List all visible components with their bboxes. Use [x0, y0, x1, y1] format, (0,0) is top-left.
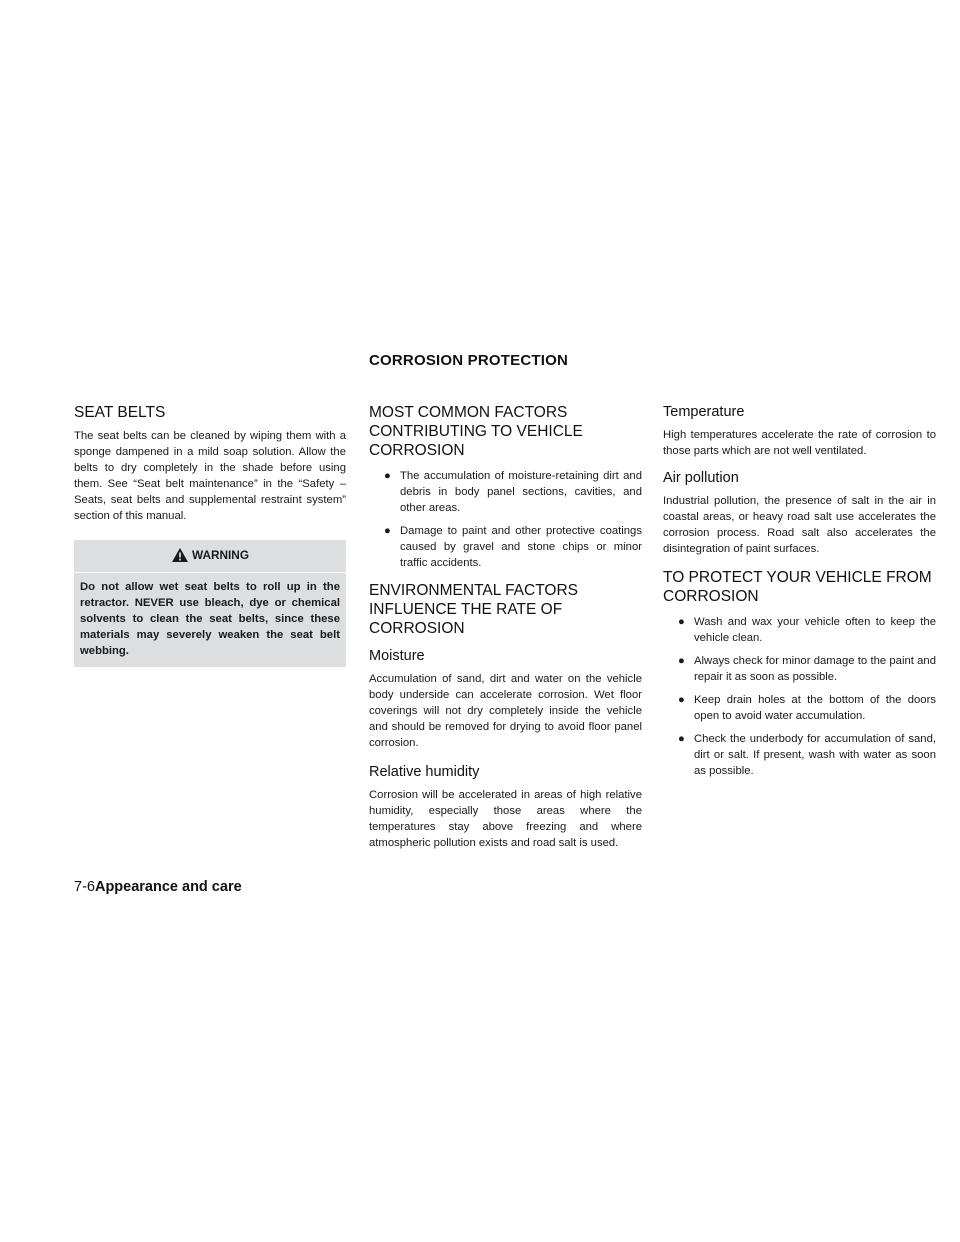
bullet-icon: ● [678, 616, 685, 628]
common-factors-heading: MOST COMMON FACTORS CONTRIBUTING TO VEHICLE CORROSION [369, 404, 583, 459]
temperature-heading: Temperature [663, 404, 745, 420]
footer-section-title: Appearance and care [94, 879, 242, 895]
warning-header [74, 545, 346, 573]
seat-belts-heading: SEAT BELTS [74, 404, 166, 421]
warning-box [74, 540, 346, 667]
column-seat-belts [74, 403, 346, 667]
list-item [369, 468, 642, 516]
common-factors-list [369, 468, 642, 571]
page-footer [74, 879, 242, 895]
list-item-text: The accumulation of moisture-retaining dirt and debris in body panel sections, cavities, and other areas. [400, 470, 642, 514]
environmental-factors-heading: ENVIRONMENTAL FACTORS INFLUENCE THE RATE OF CORROSION [369, 582, 578, 637]
column-protection [663, 403, 936, 786]
protect-heading: TO PROTECT YOUR VEHICLE FROM CORROSION [663, 569, 932, 605]
column-corrosion-factors [369, 403, 642, 851]
warning-title: WARNING [191, 548, 249, 562]
protect-list [663, 614, 936, 779]
list-item-text: Damage to paint and other protective coatings caused by gravel and stone chips or minor traffic accidents. [400, 525, 642, 569]
list-item-text: Check the underbody for accumulation of sand, dirt or salt. If present, wash with water as soon as possible. [694, 733, 936, 777]
bullet-icon: ● [384, 470, 391, 482]
air-pollution-body: Industrial pollution, the presence of salt in the air in coastal areas, or heavy road salt use accelerates the corrosion process. Road salt also accelerates the disintegration of paint surfaces. [663, 495, 936, 555]
warning-text: Do not allow wet seat belts to roll up in the retractor. NEVER use bleach, dye or chemical solvents to clean the seat belts, since these materials may severely weaken the seat belt webbing. [80, 581, 340, 657]
bullet-icon: ● [678, 655, 685, 667]
bullet-icon: ● [384, 525, 391, 537]
list-item-text: Wash and wax your vehicle often to keep the vehicle clean. [694, 616, 936, 644]
humidity-heading: Relative humidity [369, 764, 480, 780]
page-section-heading: CORROSION PROTECTION [369, 352, 569, 369]
page-number: 7-6 [74, 879, 95, 895]
humidity-body: Corrosion will be accelerated in areas of high relative humidity, especially those areas where the temperatures stay above freezing and where atmospheric pollution exists and road salt is used. [369, 789, 642, 849]
list-item [663, 614, 936, 646]
list-item [369, 523, 642, 571]
air-pollution-heading: Air pollution [663, 470, 739, 486]
moisture-body: Accumulation of sand, dirt and water on the vehicle body underside can accelerate corrosion. Wet floor coverings will not dry completely inside the vehicle and should be removed for drying to avoid floor panel corrosion. [369, 673, 642, 749]
bullet-icon: ● [678, 733, 685, 745]
list-item [663, 731, 936, 779]
list-item-text: Keep drain holes at the bottom of the doors open to avoid water accumulation. [694, 694, 936, 722]
list-item-text: Always check for minor damage to the paint and repair it as soon as possible. [694, 655, 936, 683]
moisture-heading: Moisture [369, 648, 425, 664]
temperature-body: High temperatures accelerate the rate of corrosion to those parts which are not well ventilated. [663, 429, 936, 457]
list-item [663, 692, 936, 724]
bullet-icon: ● [678, 694, 685, 706]
seat-belts-body: The seat belts can be cleaned by wiping them with a sponge dampened in a mild soap solution. Allow the belts to dry completely in the shade before using them. See “Seat belt maintenance” in the “Safety – Seats, seat belts and supplemental restraint system” section of this manual. [74, 430, 346, 522]
list-item [663, 653, 936, 685]
warning-triangle-icon [171, 547, 189, 563]
